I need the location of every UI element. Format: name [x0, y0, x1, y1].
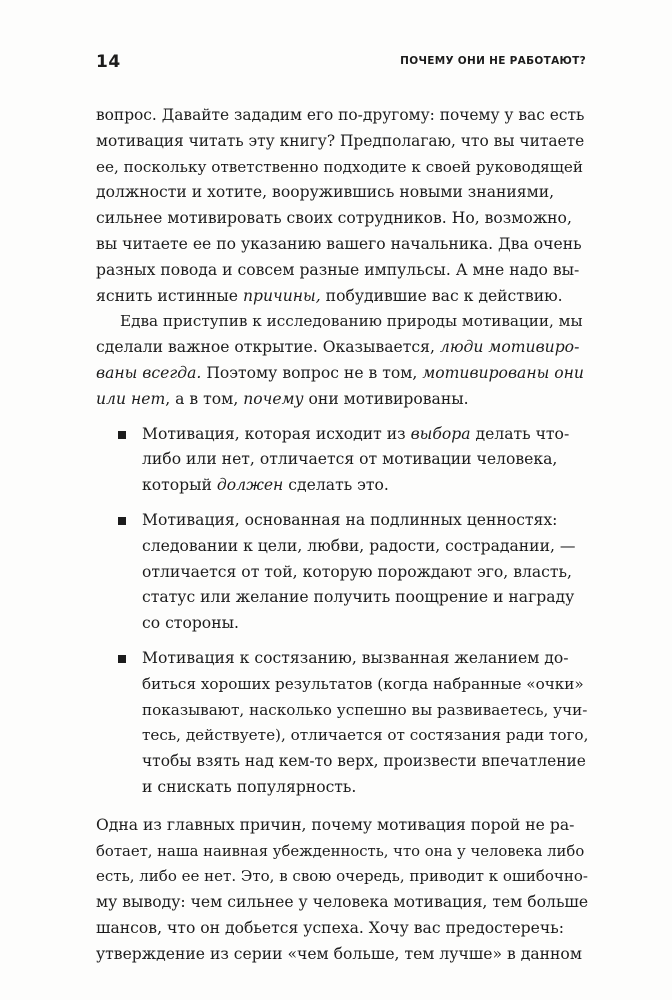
text-line: либо или нет, отличается от мотивации человека, [142, 450, 558, 469]
text-line: показывают, насколько успешно вы развиваетесь, учи- [142, 700, 588, 719]
text-line: биться хороших результатов (когда набранные «очки» [142, 674, 584, 693]
text-line: разных повода и совсем разные импульсы. А мне надо вы- [96, 260, 580, 279]
text-run: побудившие вас к действию. [320, 286, 563, 305]
text-line: вопрос. Давайте зададим его по-другому: почему у вас есть [96, 106, 585, 124]
text-line [96, 335, 588, 361]
text-line: отличается от той, которую порождают эго, власть, [142, 562, 572, 581]
text-line: чтобы взять над кем-то верх, произвести впечатление [142, 752, 586, 771]
paragraph-3 [96, 813, 588, 968]
text-line: со стороны. [142, 614, 239, 633]
text-line: и снискать популярность. [142, 777, 357, 796]
text-line: шансов, что он добьется успеха. Хочу вас предостеречь: [96, 918, 564, 937]
text-run: который [142, 476, 217, 495]
text-line: статус или желание получить поощрение и награду [142, 588, 575, 607]
text-line: вы читаете ее по указанию вашего начальника. Два очень [96, 234, 582, 253]
italic-text: люди мотивиро- [439, 338, 580, 357]
text-line: Одна из главных причин, почему мотивация порой не ра- [96, 815, 575, 834]
text-line: утверждение из серии «чем больше, тем лучше» в данном [96, 944, 582, 963]
italic-text: должен [216, 476, 284, 495]
text-line: следовании к цели, любви, радости, сострадании, — [142, 536, 576, 555]
bullet-item [96, 646, 588, 801]
italic-text: или нет [96, 389, 166, 408]
text-line [96, 387, 588, 413]
text-run: Поэтому вопрос не в том, [201, 363, 423, 382]
bullet-square-icon [118, 431, 126, 439]
text-run: делать что- [470, 424, 570, 443]
text-line [142, 473, 588, 499]
text-run: , а в том, [165, 389, 244, 408]
text-line: Едва приступив к исследованию природы мотивации, мы [120, 312, 583, 331]
text-run: сделали важное открытие. Оказывается, [96, 338, 440, 357]
text-line: сильнее мотивировать своих сотрудников. Но, возможно, [96, 209, 572, 228]
page-number: 14 [96, 52, 121, 72]
text-run: яснить истинные [96, 286, 243, 305]
italic-text: мотивированы они [422, 363, 584, 382]
bullet-item [96, 422, 588, 499]
bullet-square-icon [118, 517, 126, 525]
text-run: сделать это. [283, 476, 389, 495]
text-line: должности и хотите, вооружившись новыми знаниями, [96, 183, 555, 202]
text-run: Мотивация, которая исходит из [142, 424, 411, 443]
body-text [96, 103, 588, 968]
running-title: ПОЧЕМУ ОНИ НЕ РАБОТАЮТ? [400, 55, 586, 67]
italic-text: ваны всегда. [96, 363, 202, 382]
italic-text: почему [243, 389, 304, 408]
text-line [96, 361, 588, 387]
text-line: ее, поскольку ответственно подходите к своей руководящей [96, 157, 583, 176]
page-header [96, 52, 586, 74]
italic-text: причины, [242, 286, 321, 305]
text-line: му выводу: чем сильнее у человека мотивация, тем больше [96, 893, 589, 912]
text-line: тесь, действуете), отличается от состязания ради того, [142, 726, 589, 745]
text-line: ботает, наша наивная убежденность, что она у человека либо [96, 842, 585, 860]
text-line: есть, либо ее нет. Это, в свою очередь, приводит к ошибочно- [96, 867, 588, 886]
paragraph-2 [96, 309, 588, 412]
paragraph-1 [96, 103, 588, 309]
text-run: они мотивированы. [303, 389, 469, 408]
bullet-item [96, 508, 588, 637]
text-line: Мотивация, основанная на подлинных ценностях: [142, 510, 558, 529]
text-line [142, 422, 588, 448]
text-line: Мотивация к состязанию, вызванная желанием до- [142, 648, 569, 667]
text-line: мотивация читать эту книгу? Предполагаю, что вы читаете [96, 131, 585, 150]
italic-text: выбора [410, 424, 471, 443]
bullet-square-icon [118, 655, 126, 663]
text-line [96, 284, 588, 310]
